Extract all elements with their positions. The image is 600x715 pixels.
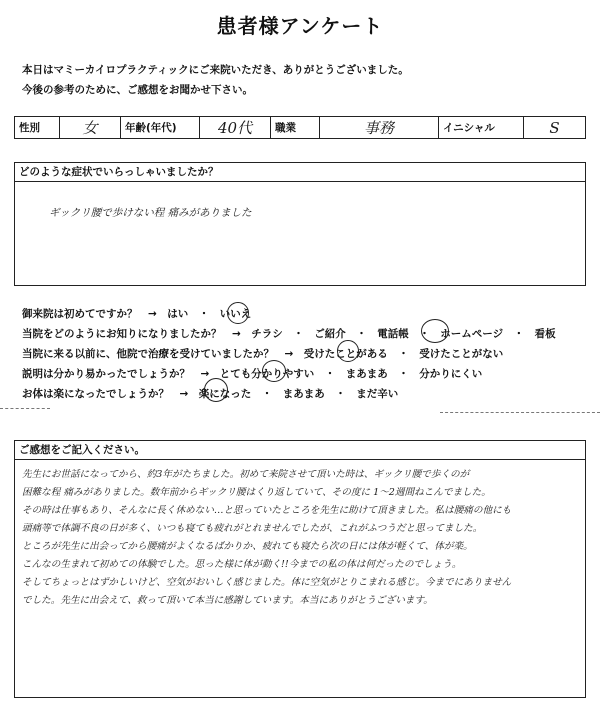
comment-line: でした。先生に出会えて、救って頂いて本当に感謝しています。本当にありがとうございます。 [22,595,433,606]
selected-explanation: とても分かりやすい [39,700,49,701]
scan-artifact-right [440,412,600,413]
profile-table [14,116,586,139]
selected-how-found: ホームページ [25,700,32,701]
intro-line-1: 本日はマミーカイロプラクティックにご来院いただき、ありがとうございました。 [22,64,409,76]
symptoms-answer: ギックリ腰で歩けない程 痛みがありました [49,207,252,219]
answer-circle-1 [227,302,249,324]
symptoms-heading: どのような症状でいらっしゃいましたか？ [15,163,585,182]
age-value: 40代 [200,117,271,139]
comments-heading: ご感想をご記入ください。 [15,441,585,460]
question-how-found: 当院をどのようにお知りになりましたか？ → チラシ ・ ご紹介 ・ 電話帳 ・ ホームページ ・ 看板 [22,328,556,340]
answer-circle-4 [262,360,286,382]
selected-answers [22,700,54,701]
answer-circle-3 [337,340,359,362]
comment-line: こんなの生まれて初めての体験でした。思った様に体が動く!!今までの私の体は何だったのでしょう。 [22,559,462,570]
comment-line: ところが先生に出会ってから腰痛がよくなるばかりか、疲れても寝たら次の日には体が軽くて、体が楽。 [22,541,473,552]
selected-body-relief: 楽になった [49,700,55,701]
comment-line: 困難な程 痛みがありました。数年前からギックリ腰はくり返していて、その度に 1〜2週間ねこんでました。 [22,487,491,498]
question-prior-treatment: 当院に来る以前に、他院で治療を受けていましたか？ → 受けたことがある ・ 受けたことがない [22,348,504,360]
comment-line: その時は仕事もあり、そんなに長く休めない…と思っていたところを先生に助けて頂きました。私は腰痛の他にも [22,505,512,516]
selected-prior-treatment: 受けたことがある [31,700,40,701]
initial-value: S [524,117,586,139]
job-label: 職業 [271,117,320,139]
question-body-relief: お体は楽になったでしょうか？ → 楽になった ・ まあまあ ・ まだ辛い [22,388,399,400]
comment-line: 先生にお世話になってから、約3年がたちました。初めて来院させて頂いた時は、ギックリ腰で歩くのが [22,469,470,480]
question-first-visit: 御来院は初めてですか？ → はい ・ いいえ [22,308,252,320]
age-label: 年齢(年代) [121,117,200,139]
selected-first-visit: いいえ [22,700,25,701]
comment-line: 頭痛等で体調不良の日が多く、いつも寝ても疲れがとれませんでしたが、これがふつうだと思ってました。 [22,523,483,534]
symptoms-box [14,162,586,286]
answer-circle-5 [204,378,228,402]
intro-line-2: 今後の参考のために、ご感想をお聞かせ下さい。 [22,84,253,96]
job-value: 事務 [320,117,439,139]
question-explanation: 説明は分かり易かったでしょうか？ → とても分かりやすい ・ まあまあ ・ 分かりにくい [22,368,483,380]
scan-artifact-left [0,408,50,409]
gender-value: 女 [60,117,121,139]
answer-circle-2 [421,319,449,343]
initial-label: イニシャル [439,117,524,139]
comment-line: そしてちょっとはずかしいけど、空気がおいしく感じました。体に空気がとりこまれる感じ。今までにありません [22,577,512,588]
gender-label: 性別 [15,117,60,139]
page-title: 患者様アンケート [216,14,384,38]
